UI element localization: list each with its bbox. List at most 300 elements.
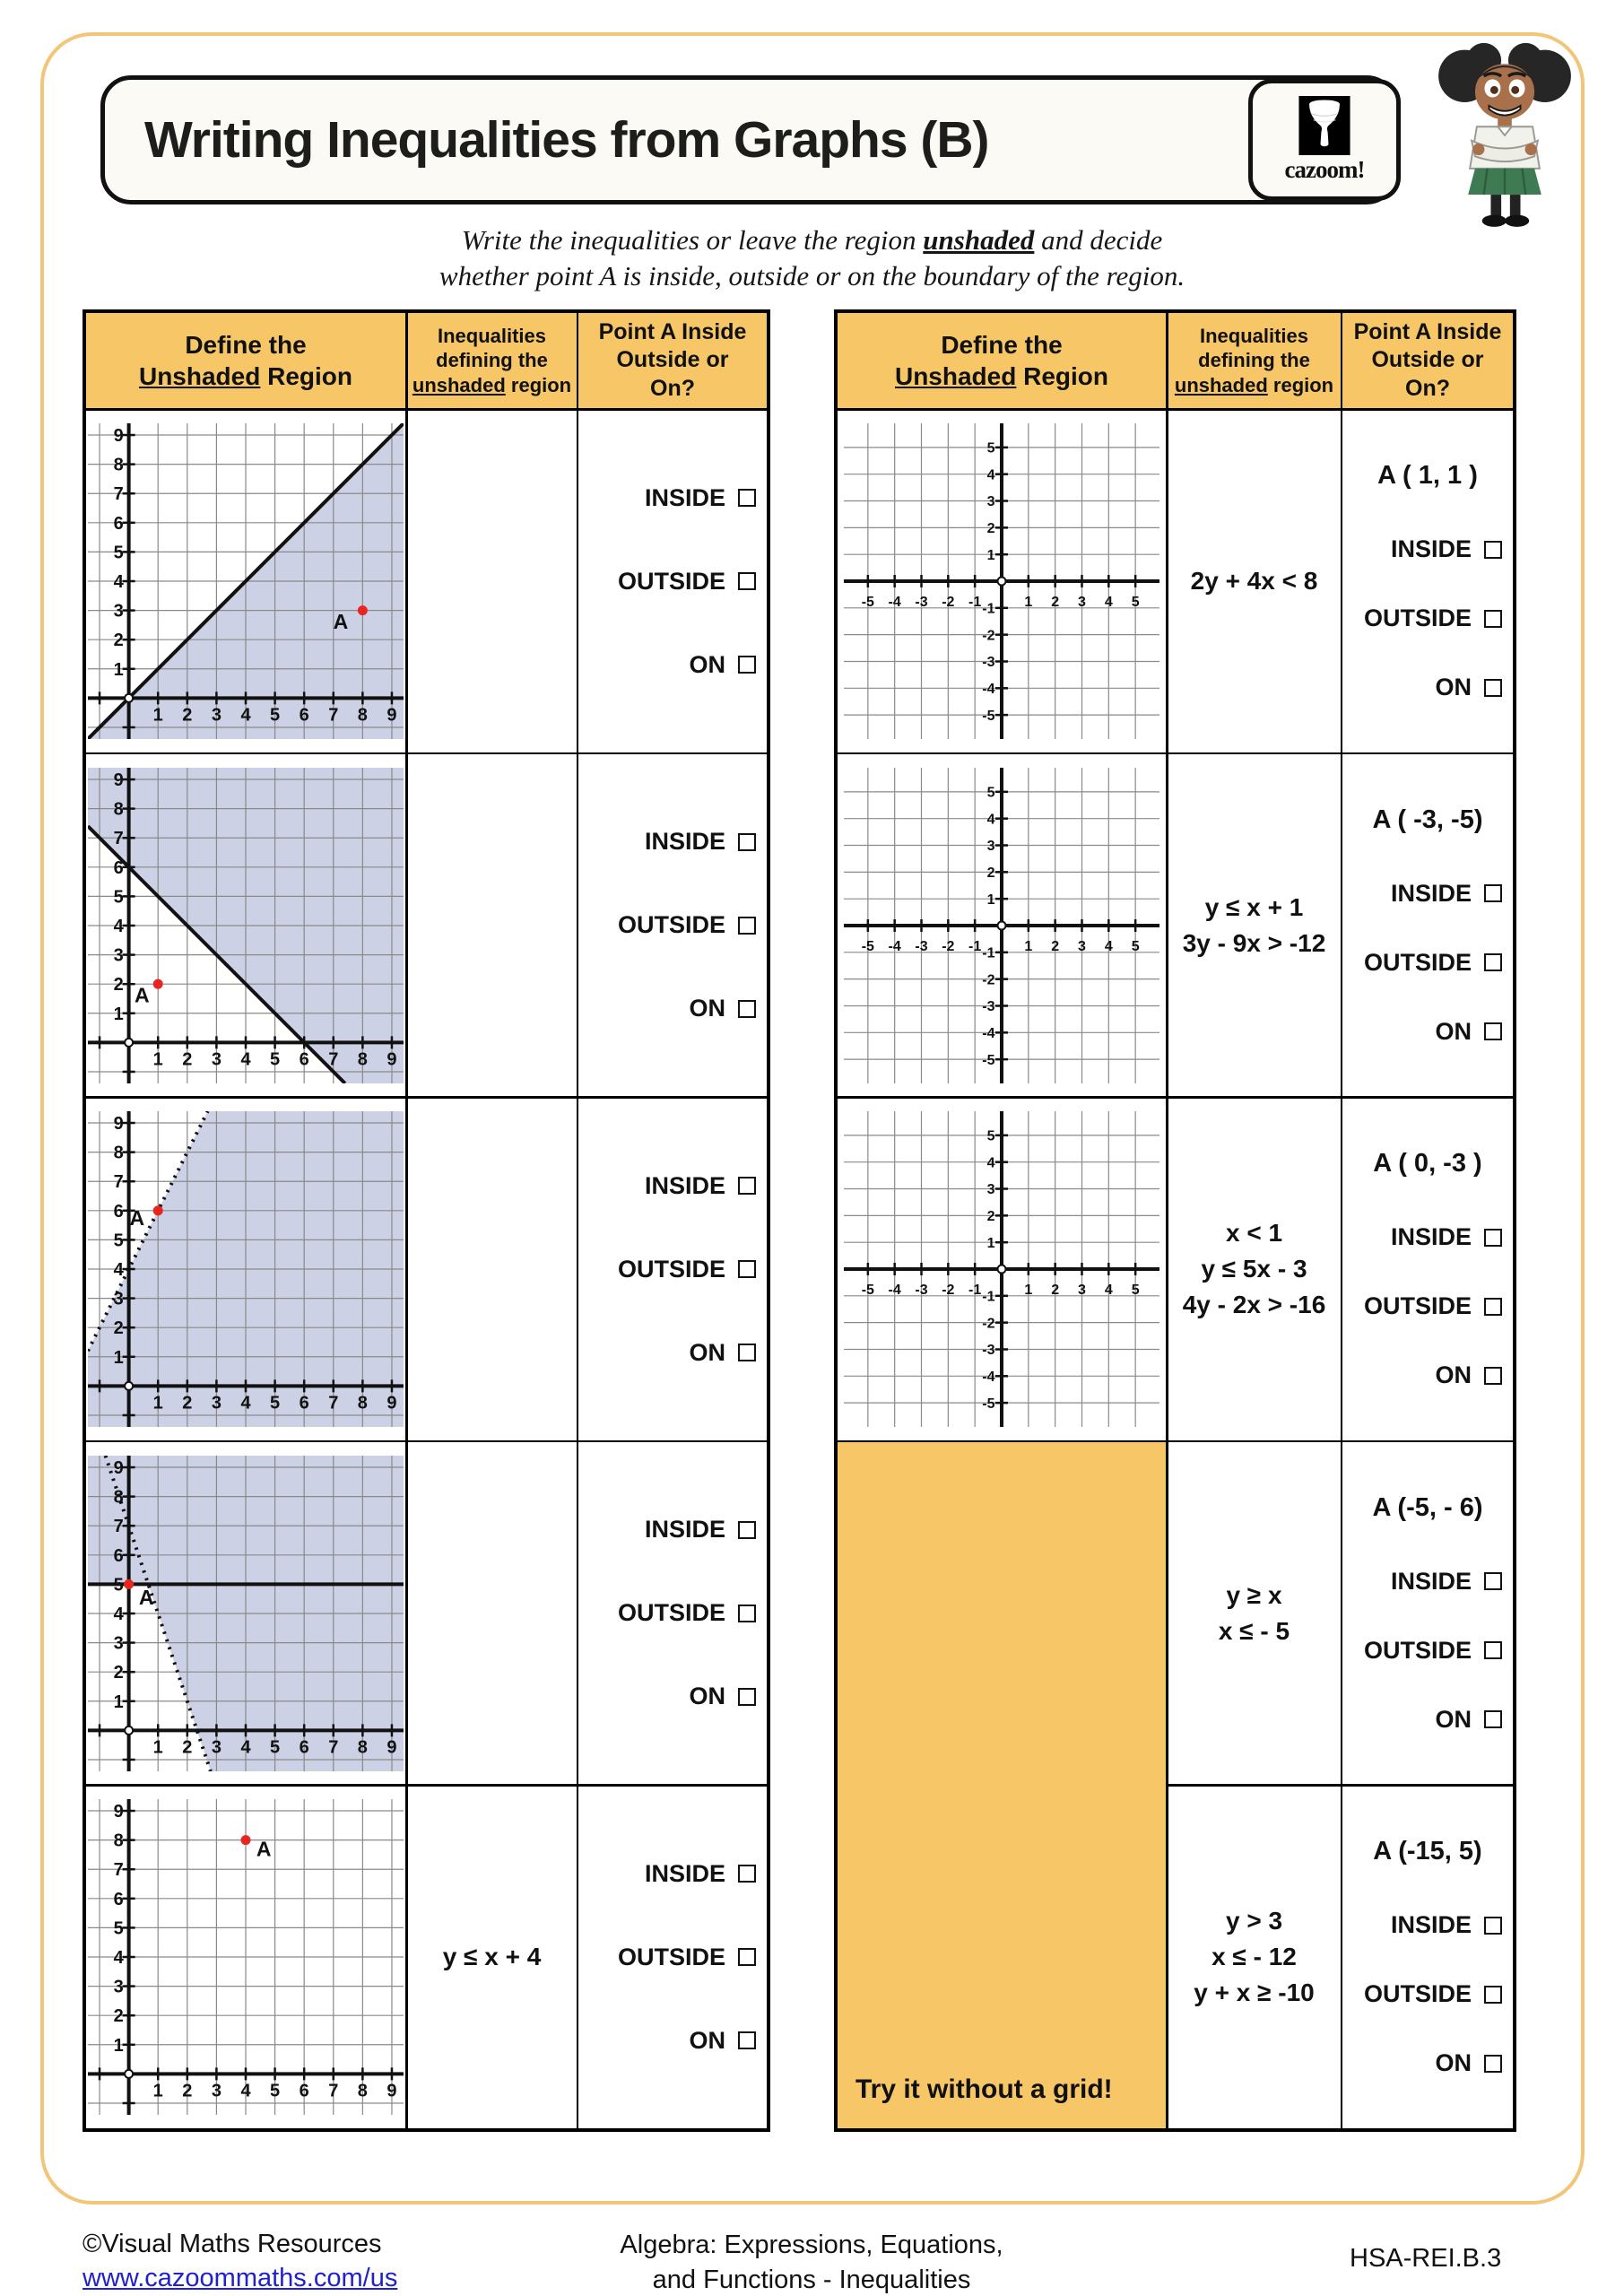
- svg-text:-3: -3: [915, 1282, 928, 1298]
- svg-text:8: 8: [113, 1831, 124, 1851]
- svg-text:1: 1: [152, 2081, 163, 2101]
- header-line: Outside or: [616, 347, 729, 373]
- table-header-cell: [578, 313, 767, 408]
- svg-text:1: 1: [986, 1235, 995, 1251]
- svg-text:A: A: [129, 1206, 145, 1231]
- svg-text:2: 2: [1051, 938, 1060, 954]
- svg-text:5: 5: [113, 886, 124, 907]
- answer-option: [1353, 1292, 1502, 1320]
- option-label: INSIDE: [644, 1516, 725, 1543]
- svg-text:-3: -3: [982, 1343, 995, 1359]
- svg-text:1: 1: [1024, 1282, 1033, 1298]
- svg-text:6: 6: [113, 1201, 124, 1222]
- option-checkbox[interactable]: [738, 1260, 756, 1278]
- svg-text:7: 7: [113, 1516, 124, 1536]
- answer-option: [589, 1339, 756, 1367]
- svg-text:8: 8: [113, 455, 124, 475]
- svg-text:4: 4: [113, 916, 124, 936]
- svg-text:-3: -3: [915, 594, 928, 610]
- option-label: OUTSIDE: [617, 911, 725, 938]
- option-label: OUTSIDE: [1363, 1636, 1472, 1664]
- svg-text:A: A: [134, 982, 150, 1006]
- option-label: ON: [689, 1338, 725, 1366]
- graph-cell: [838, 411, 1166, 752]
- svg-text:8: 8: [113, 1487, 124, 1508]
- right-worksheet-table: [834, 309, 1516, 2132]
- svg-text:3: 3: [113, 1977, 124, 1997]
- inequalities-cell: [408, 1787, 577, 2128]
- option-checkbox[interactable]: [1484, 541, 1502, 559]
- svg-text:2: 2: [182, 2081, 193, 2101]
- svg-text:8: 8: [357, 1048, 368, 1069]
- svg-text:-1: -1: [968, 938, 982, 954]
- answer-option: [1353, 2049, 1502, 2077]
- svg-text:-2: -2: [982, 1316, 995, 1332]
- option-checkbox[interactable]: [738, 2031, 756, 2049]
- svg-text:9: 9: [113, 1114, 124, 1135]
- option-checkbox[interactable]: [1484, 953, 1502, 971]
- svg-text:1: 1: [152, 1736, 163, 1757]
- svg-text:5: 5: [113, 1574, 124, 1595]
- option-label: ON: [1435, 674, 1472, 700]
- svg-text:5: 5: [1131, 1282, 1140, 1298]
- answer-option: [589, 1256, 756, 1283]
- cazoom-logo: [1248, 79, 1401, 201]
- footer-topic: Algebra: Expressions, Equations, and Functions - Inequalities: [620, 2231, 1003, 2295]
- svg-text:4: 4: [240, 705, 251, 726]
- svg-text:-4: -4: [982, 1369, 995, 1385]
- answer-option: [589, 484, 756, 512]
- header-line: unshaded region: [412, 373, 572, 396]
- svg-text:2: 2: [113, 974, 124, 995]
- option-label: INSIDE: [644, 1859, 725, 1887]
- svg-text:3: 3: [1078, 938, 1086, 954]
- svg-text:8: 8: [113, 1143, 124, 1163]
- coordinate-grid-graph: [88, 1111, 404, 1427]
- answer-option: [1353, 1980, 1502, 2008]
- svg-text:2: 2: [986, 1208, 995, 1224]
- point-answer-cell: [1342, 411, 1513, 752]
- answer-option: [589, 651, 756, 679]
- answer-option: [1353, 604, 1502, 632]
- svg-text:1: 1: [113, 1347, 124, 1368]
- svg-text:6: 6: [299, 2081, 309, 2101]
- inequality-text: y ≤ 5x - 3: [1201, 1255, 1307, 1283]
- option-label: OUTSIDE: [1363, 948, 1472, 976]
- svg-text:4: 4: [240, 1393, 251, 1413]
- svg-text:5: 5: [270, 1736, 281, 1757]
- option-label: INSIDE: [1390, 879, 1472, 907]
- point-answer-cell: [1342, 1787, 1513, 2128]
- header-line: Point A Inside: [1353, 319, 1502, 345]
- svg-text:-4: -4: [888, 1282, 901, 1298]
- table-header-cell: [408, 313, 577, 408]
- svg-text:3: 3: [211, 705, 221, 726]
- svg-text:5: 5: [986, 1128, 995, 1144]
- option-label: ON: [689, 1683, 725, 1709]
- option-checkbox[interactable]: [738, 1605, 756, 1622]
- svg-text:-1: -1: [968, 594, 982, 610]
- svg-text:2: 2: [182, 1393, 193, 1413]
- svg-text:3: 3: [211, 1736, 221, 1757]
- svg-text:-2: -2: [942, 594, 955, 610]
- header-line: defining the: [1198, 349, 1310, 372]
- option-label: OUTSIDE: [617, 1599, 725, 1626]
- option-checkbox[interactable]: [738, 917, 756, 935]
- option-checkbox[interactable]: [1484, 1572, 1502, 1590]
- footer-link[interactable]: www.cazoommaths.com/us: [83, 2263, 398, 2292]
- header-line: Point A Inside: [598, 319, 747, 345]
- svg-text:3: 3: [211, 2081, 221, 2101]
- table-header-cell: [838, 313, 1166, 408]
- graph-cell: [838, 1099, 1166, 1440]
- instruction-line-2: whether point A is inside, outside or on the boundary of the region.: [439, 260, 1185, 292]
- svg-text:9: 9: [386, 705, 397, 726]
- answer-option: [1353, 1706, 1502, 1734]
- point-answer-cell: [1342, 754, 1513, 1096]
- svg-text:-2: -2: [942, 1282, 955, 1298]
- option-checkbox[interactable]: [738, 1000, 756, 1018]
- left-worksheet-table: [83, 309, 770, 2132]
- inequalities-cell: [1168, 1099, 1341, 1440]
- svg-text:6: 6: [299, 1393, 309, 1413]
- svg-text:3: 3: [211, 1393, 221, 1413]
- option-checkbox[interactable]: [738, 1688, 756, 1706]
- svg-text:3: 3: [113, 601, 124, 622]
- footer-copyright: [83, 2228, 397, 2295]
- graph-cell: [86, 754, 405, 1096]
- svg-text:5: 5: [1131, 938, 1140, 954]
- svg-text:4: 4: [986, 1155, 995, 1171]
- svg-text:2: 2: [182, 1048, 193, 1069]
- svg-text:1: 1: [986, 891, 995, 908]
- svg-text:2: 2: [113, 2006, 124, 2027]
- svg-text:A: A: [333, 609, 349, 633]
- option-checkbox[interactable]: [1484, 1986, 1502, 2004]
- svg-text:1: 1: [113, 659, 124, 680]
- svg-text:2: 2: [182, 1736, 193, 1757]
- svg-text:4: 4: [1104, 594, 1113, 610]
- option-label: ON: [689, 2026, 725, 2054]
- coordinate-grid-graph: [844, 768, 1159, 1083]
- coordinate-grid-graph: [844, 1111, 1159, 1427]
- svg-text:4: 4: [113, 1260, 124, 1280]
- svg-text:5: 5: [113, 1918, 124, 1939]
- svg-text:4: 4: [986, 467, 995, 483]
- option-label: INSIDE: [644, 483, 725, 511]
- answer-option: [589, 995, 756, 1022]
- header-line: Unshaded Region: [894, 362, 1109, 390]
- coordinate-grid-graph: [88, 1799, 404, 2115]
- answer-option: [1353, 1911, 1502, 1939]
- svg-text:-5: -5: [982, 708, 995, 724]
- graph-cell: [86, 1099, 405, 1440]
- answer-option: [1353, 1223, 1502, 1251]
- option-checkbox[interactable]: [738, 1344, 756, 1361]
- svg-text:4: 4: [1104, 1282, 1113, 1298]
- svg-text:-5: -5: [982, 1396, 995, 1412]
- inequalities-cell: [408, 1099, 577, 1440]
- answer-option: [589, 1172, 756, 1200]
- answer-option: [589, 1860, 756, 1888]
- svg-text:9: 9: [113, 1457, 124, 1478]
- svg-text:-3: -3: [982, 655, 995, 671]
- svg-text:1: 1: [986, 547, 995, 563]
- point-answer-cell: [1342, 1099, 1513, 1440]
- svg-text:4: 4: [986, 811, 995, 827]
- header-line: Unshaded Region: [138, 362, 353, 390]
- answer-option: [1353, 1361, 1502, 1389]
- inequalities-cell: [408, 411, 577, 752]
- point-answer-cell: [578, 1787, 767, 2128]
- svg-text:8: 8: [357, 1736, 368, 1757]
- svg-text:8: 8: [357, 1393, 368, 1413]
- copyright-text: ©Visual Maths Resources: [83, 2230, 382, 2258]
- svg-text:5: 5: [986, 440, 995, 457]
- answer-option: [1353, 535, 1502, 563]
- answer-option: [1353, 1568, 1502, 1596]
- option-label: ON: [689, 995, 725, 1022]
- svg-text:A: A: [256, 1837, 272, 1861]
- svg-text:1: 1: [113, 1004, 124, 1024]
- svg-text:2: 2: [986, 520, 995, 536]
- svg-text:-5: -5: [861, 594, 874, 610]
- inequality-text: 2y + 4x < 8: [1190, 567, 1318, 595]
- inequality-text: y ≤ x + 4: [442, 1943, 542, 1970]
- svg-text:1: 1: [1024, 594, 1033, 610]
- option-label: OUTSIDE: [1363, 604, 1472, 631]
- svg-text:A: A: [138, 1585, 154, 1609]
- answer-option: [589, 1683, 756, 1710]
- answer-option: [589, 568, 756, 596]
- answer-option: [1353, 1018, 1502, 1046]
- option-label: ON: [1435, 2049, 1472, 2076]
- svg-text:9: 9: [386, 1048, 397, 1069]
- option-label: ON: [1435, 1017, 1472, 1045]
- header-line: On?: [650, 375, 695, 401]
- option-label: OUTSIDE: [617, 1255, 725, 1283]
- option-checkbox[interactable]: [738, 1865, 756, 1883]
- header-line: Inequalities: [1199, 324, 1309, 347]
- inequality-text: y ≤ x + 1: [1204, 892, 1304, 921]
- svg-text:-2: -2: [982, 971, 995, 987]
- inequalities-cell: [1168, 754, 1341, 1096]
- option-label: OUTSIDE: [1363, 1980, 1472, 2007]
- svg-text:2: 2: [182, 705, 193, 726]
- table-header-cell: [1342, 313, 1513, 408]
- svg-text:6: 6: [113, 513, 124, 534]
- svg-text:5: 5: [270, 2081, 281, 2101]
- option-checkbox[interactable]: [1484, 1229, 1502, 1247]
- graph-cell: [86, 1787, 405, 2128]
- point-answer-cell: [1342, 1442, 1513, 1784]
- try-without-grid-cell: [838, 1442, 1166, 2128]
- option-checkbox[interactable]: [1484, 610, 1502, 628]
- point-answer-cell: [578, 411, 767, 752]
- svg-text:3: 3: [986, 838, 995, 854]
- inequality-text: y + x ≥ -10: [1194, 1979, 1315, 2006]
- option-label: INSIDE: [1390, 1911, 1472, 1938]
- answer-option: [1353, 880, 1502, 908]
- svg-text:-1: -1: [982, 944, 995, 961]
- svg-text:-1: -1: [982, 601, 995, 617]
- inequality-text: y ≥ x: [1226, 1580, 1282, 1609]
- inequalities-cell: [1168, 411, 1341, 752]
- option-checkbox[interactable]: [738, 1177, 756, 1195]
- svg-text:-3: -3: [982, 998, 995, 1014]
- option-label: INSIDE: [1390, 1223, 1472, 1250]
- svg-text:9: 9: [113, 426, 124, 447]
- drum-icon: [1298, 96, 1350, 155]
- option-label: OUTSIDE: [617, 1943, 725, 1970]
- option-checkbox[interactable]: [1484, 1022, 1502, 1040]
- svg-text:7: 7: [113, 1860, 124, 1881]
- svg-text:7: 7: [113, 484, 124, 505]
- option-checkbox[interactable]: [1484, 1298, 1502, 1316]
- coordinate-grid-graph: [88, 423, 404, 739]
- svg-text:8: 8: [357, 705, 368, 726]
- option-checkbox[interactable]: [738, 833, 756, 851]
- option-label: ON: [1435, 1361, 1472, 1388]
- svg-text:2: 2: [1051, 594, 1060, 610]
- svg-text:5: 5: [1131, 594, 1140, 610]
- svg-text:1: 1: [113, 1692, 124, 1712]
- option-checkbox[interactable]: [1484, 1710, 1502, 1728]
- svg-text:8: 8: [357, 2081, 368, 2101]
- graph-cell: [86, 411, 405, 752]
- answer-option: [589, 1599, 756, 1627]
- header-line: unshaded region: [1174, 373, 1334, 396]
- option-checkbox[interactable]: [738, 572, 756, 590]
- svg-text:2: 2: [1051, 1282, 1060, 1298]
- svg-text:-4: -4: [888, 938, 901, 954]
- svg-text:1: 1: [113, 2035, 124, 2056]
- option-label: INSIDE: [1390, 1567, 1472, 1595]
- svg-text:4: 4: [240, 2081, 251, 2101]
- answer-option: [589, 1944, 756, 1971]
- inequalities-cell: [408, 1442, 577, 1784]
- svg-text:-1: -1: [982, 1289, 995, 1305]
- footer-standard-code: HSA-REI.B.3: [1350, 2244, 1502, 2273]
- svg-text:1: 1: [1024, 938, 1033, 954]
- header-line: Outside or: [1371, 347, 1484, 373]
- option-checkbox[interactable]: [1484, 2055, 1502, 2073]
- svg-text:9: 9: [386, 1736, 397, 1757]
- svg-text:-5: -5: [861, 1282, 874, 1298]
- svg-text:9: 9: [113, 1802, 124, 1822]
- header-line: Define the: [185, 331, 307, 359]
- logo-text: cazoom!: [1284, 156, 1365, 183]
- coordinate-grid-graph: [88, 768, 404, 1083]
- inequalities-cell: [1168, 1442, 1341, 1784]
- svg-text:3: 3: [113, 1633, 124, 1654]
- answer-option: [1353, 674, 1502, 701]
- svg-text:3: 3: [113, 1289, 124, 1309]
- svg-text:-4: -4: [982, 681, 995, 697]
- graph-cell: [86, 1442, 405, 1784]
- svg-text:7: 7: [328, 1393, 339, 1413]
- svg-text:7: 7: [113, 828, 124, 848]
- svg-text:-2: -2: [942, 938, 955, 954]
- svg-text:4: 4: [240, 1736, 251, 1757]
- point-coordinates-label: A (-5, - 6): [1372, 1492, 1483, 1522]
- svg-text:2: 2: [113, 631, 124, 651]
- svg-text:4: 4: [113, 1948, 124, 1968]
- option-checkbox[interactable]: [738, 1948, 756, 1966]
- svg-text:6: 6: [299, 1048, 309, 1069]
- svg-text:7: 7: [113, 1172, 124, 1193]
- answer-option: [589, 828, 756, 856]
- svg-text:3: 3: [986, 494, 995, 510]
- svg-text:3: 3: [211, 1048, 221, 1069]
- option-checkbox[interactable]: [1484, 1367, 1502, 1385]
- title-box: [100, 75, 1397, 204]
- svg-text:9: 9: [113, 770, 124, 790]
- option-checkbox[interactable]: [738, 656, 756, 674]
- svg-text:-3: -3: [915, 938, 928, 954]
- answer-option: [589, 1516, 756, 1544]
- svg-text:2: 2: [113, 1318, 124, 1339]
- option-label: ON: [689, 650, 725, 678]
- option-checkbox[interactable]: [1484, 679, 1502, 697]
- svg-text:1: 1: [152, 1048, 163, 1069]
- option-label: OUTSIDE: [617, 567, 725, 595]
- answer-option: [1353, 1637, 1502, 1665]
- option-checkbox[interactable]: [1484, 1917, 1502, 1935]
- inequalities-cell: [408, 754, 577, 1096]
- point-answer-cell: [578, 1099, 767, 1440]
- option-label: ON: [1435, 1705, 1472, 1733]
- svg-text:8: 8: [113, 799, 124, 820]
- svg-text:7: 7: [328, 1736, 339, 1757]
- point-answer-cell: [578, 754, 767, 1096]
- point-coordinates-label: A ( 1, 1 ): [1377, 461, 1478, 490]
- svg-text:1: 1: [152, 1393, 163, 1413]
- answer-option: [589, 911, 756, 939]
- option-label: INSIDE: [644, 828, 725, 855]
- option-checkbox[interactable]: [738, 1521, 756, 1539]
- svg-text:2: 2: [113, 1662, 124, 1683]
- page-title: Writing Inequalities from Graphs (B): [144, 111, 989, 169]
- svg-text:9: 9: [386, 2081, 397, 2101]
- svg-text:5: 5: [270, 1048, 281, 1069]
- table-header-cell: [1168, 313, 1341, 408]
- svg-text:-2: -2: [982, 628, 995, 644]
- svg-text:9: 9: [386, 1393, 397, 1413]
- option-checkbox[interactable]: [738, 489, 756, 507]
- inequality-text: x ≤ - 12: [1211, 1943, 1297, 1970]
- svg-text:6: 6: [113, 1889, 124, 1909]
- option-checkbox[interactable]: [1484, 884, 1502, 902]
- instruction-line-1: Write the inequalities or leave the region unshaded and decide: [461, 224, 1163, 256]
- inequality-text: x < 1: [1225, 1219, 1283, 1247]
- header-line: Inequalities: [437, 324, 547, 347]
- svg-text:4: 4: [1104, 938, 1113, 954]
- svg-text:6: 6: [113, 857, 124, 878]
- instruction-text: [0, 222, 1624, 295]
- svg-text:3: 3: [986, 1182, 995, 1198]
- point-answer-cell: [578, 1442, 767, 1784]
- svg-text:5: 5: [270, 705, 281, 726]
- graph-cell: [838, 754, 1166, 1096]
- inequality-text: y > 3: [1225, 1907, 1283, 1935]
- coordinate-grid-graph: [844, 423, 1159, 739]
- point-coordinates-label: A ( -3, -5): [1372, 804, 1483, 834]
- svg-text:6: 6: [113, 1545, 124, 1566]
- option-label: INSIDE: [1390, 535, 1472, 562]
- option-checkbox[interactable]: [1484, 1641, 1502, 1659]
- header-line: On?: [1405, 375, 1450, 401]
